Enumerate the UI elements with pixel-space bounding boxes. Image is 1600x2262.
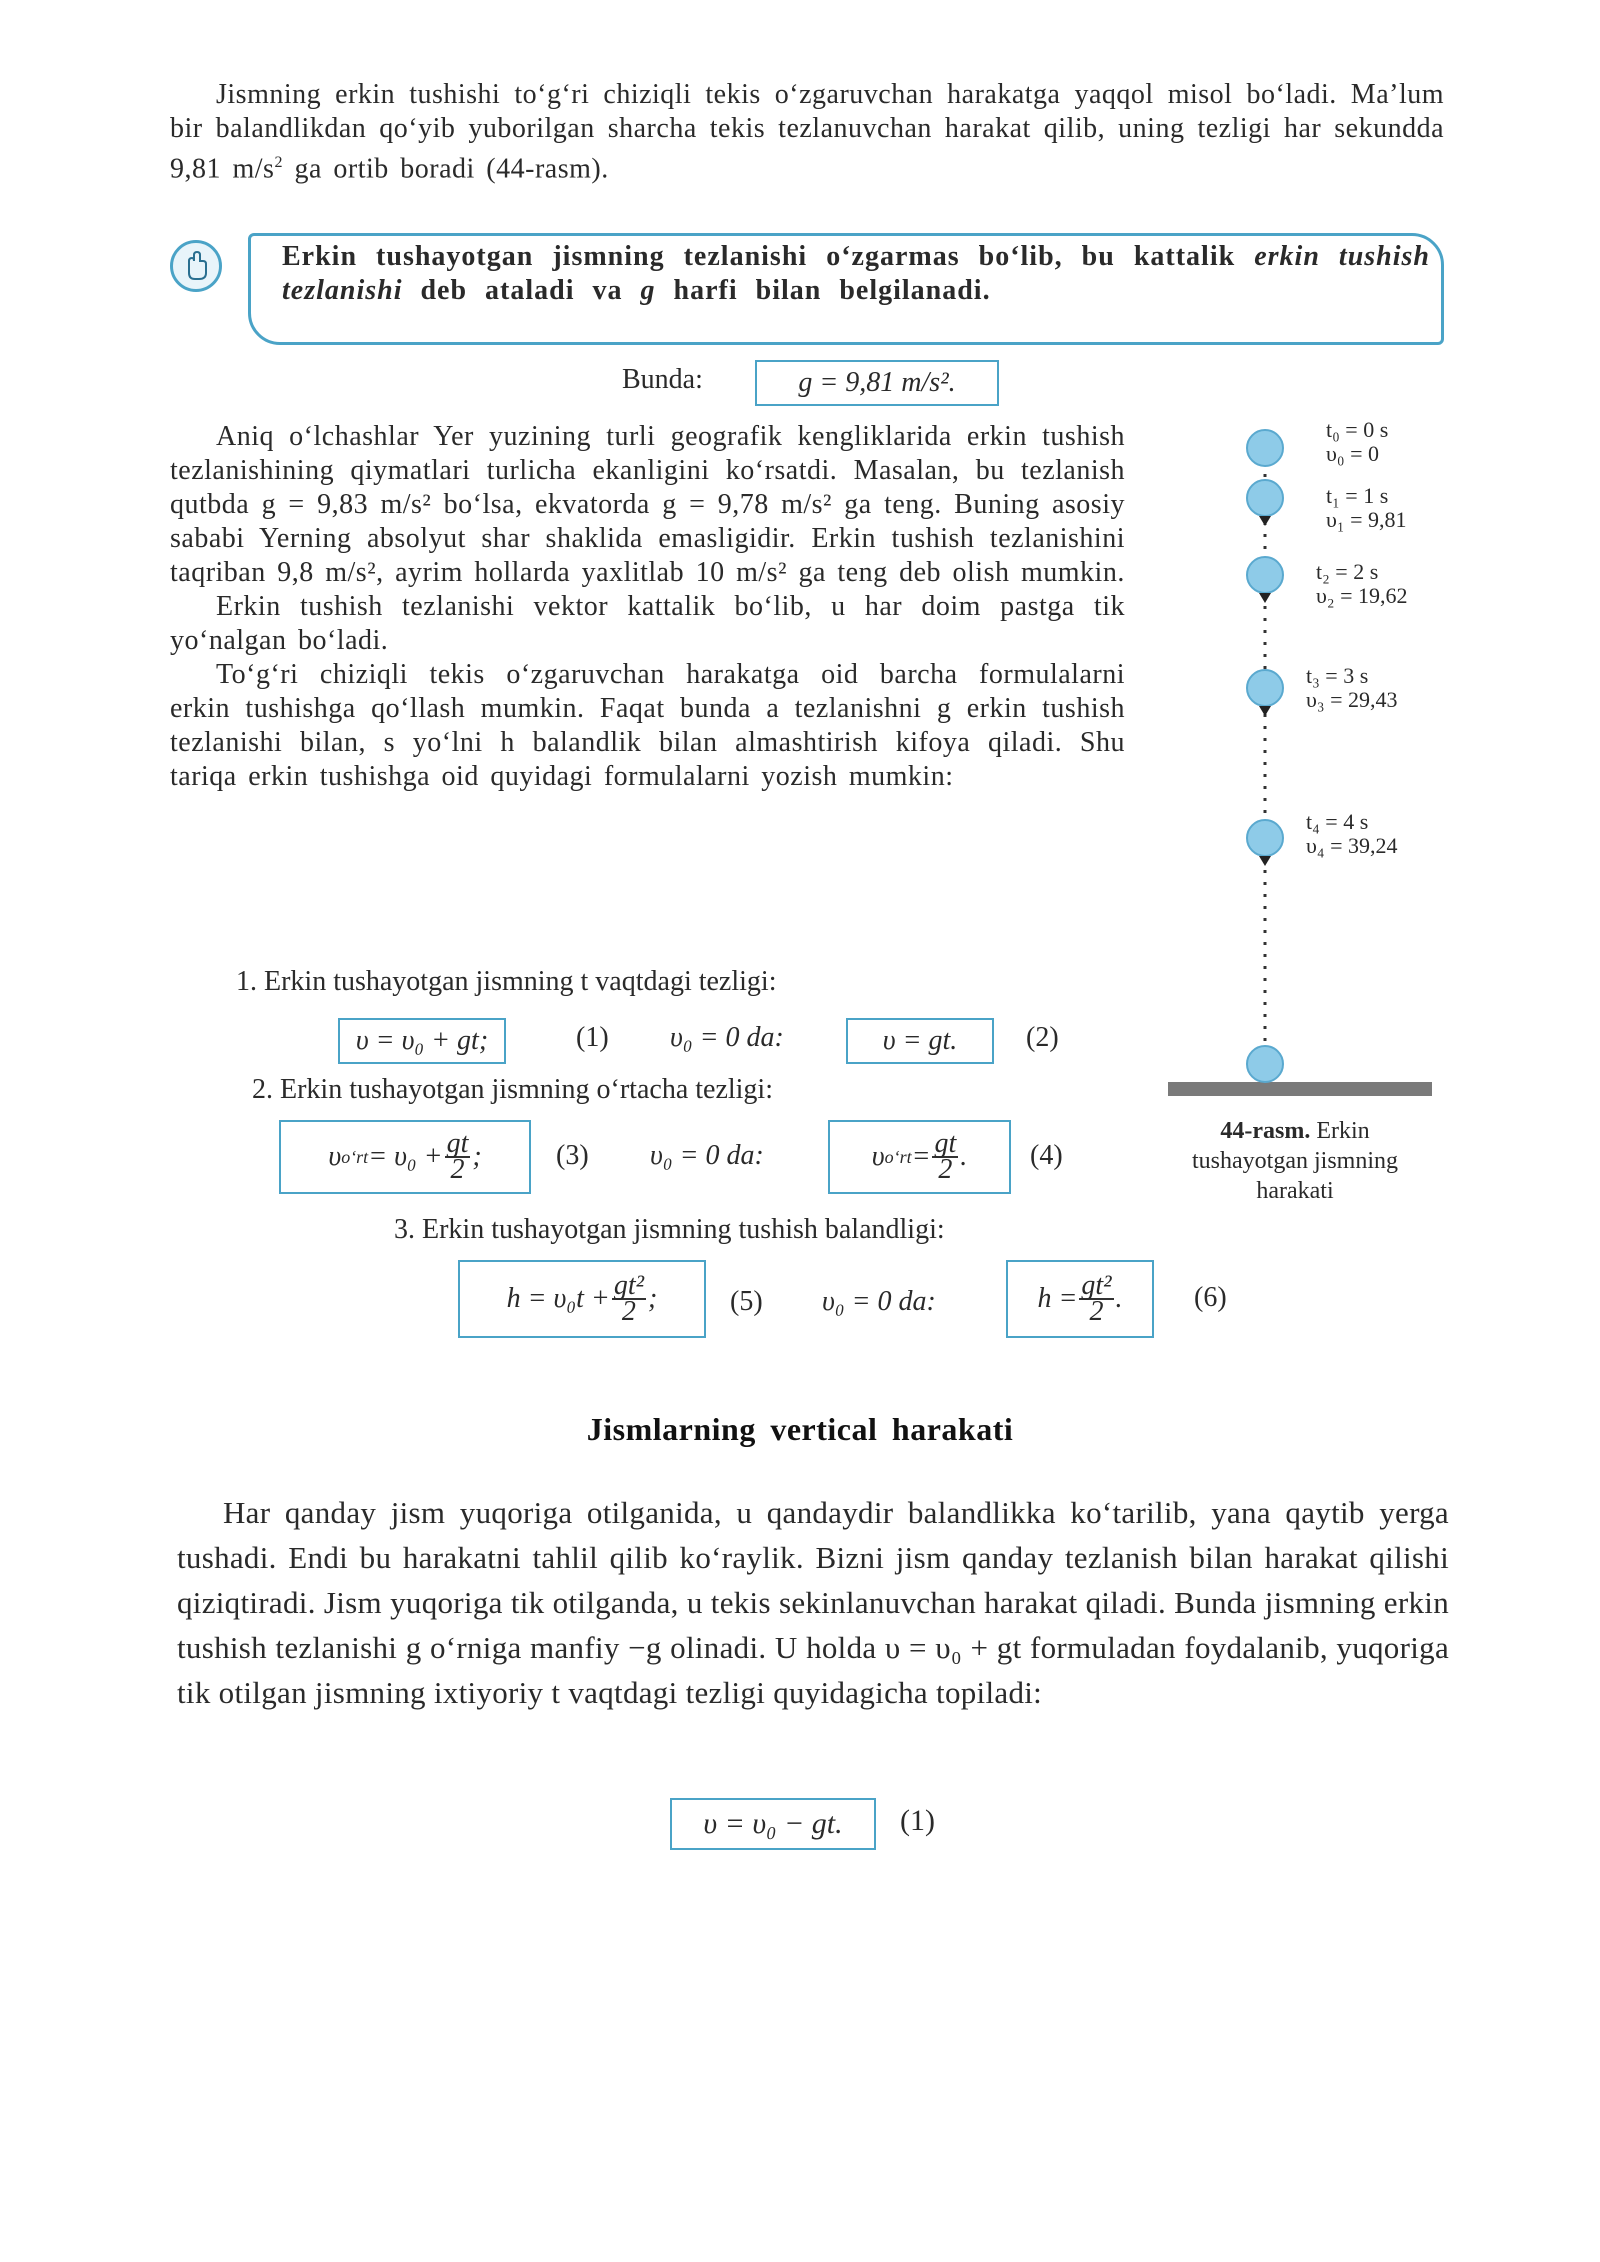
note-part-a: Erkin tushayotgan jismning tezlanishi o‘zgarmas bo‘lib, bu kattalik [282,241,1255,272]
bunda-label: Bunda: [622,364,703,395]
formula-3 [279,1120,531,1194]
formula-4-v: υ [871,1141,885,1172]
formula-4-den: 2 [938,1154,953,1185]
formula-6-number: (6) [1194,1282,1227,1313]
formula-4 [828,1120,1011,1194]
formula-3-fraction [445,1128,471,1185]
formula-5-number: (5) [730,1286,763,1317]
arrow-down-icon [1259,516,1271,526]
fig-label-1 [1326,484,1406,532]
text-column [170,420,1125,794]
fig-label-3-v: υ₃ = 29,43 [1306,687,1398,712]
formula-3-den: 2 [450,1154,465,1185]
note-g: g [640,275,656,306]
fig-label-1-v: υ₁ = 9,81 [1326,507,1407,532]
formula-5-den: 2 [621,1296,636,1327]
pointing-hand-icon [170,240,222,292]
intro-paragraph [170,78,1444,186]
arrow-down-icon [1259,856,1271,866]
formula-5-num: gt² [613,1270,644,1301]
paragraph-measurements: Aniq o‘lchashlar Yer yuzining turli geografik kengliklarida erkin tushish tezlanishining qiymatlari turlicha ekanligini ko‘rsatdi. Masalan, bu tezlanish qutbda g = 9,83 m/s² bo‘lsa, ekvatorda g = 9,78 m/s² ga teng. Buning asosiy sababi Yerning absolyut shar shaklida emasligidir. Erkin tushish tezlanishini taqriban 9,8 m/s², ayrim hollarda yaxlitlab 10 m/s² ga teng deb olish mumkin. [170,421,1125,588]
ball-3 [1247,670,1283,706]
ball-0 [1247,430,1283,466]
note-part-b: deb ataladi va [402,275,641,306]
formula-4-mid: = [911,1141,931,1172]
fig-label-0 [1326,418,1388,466]
fig-label-2-t: t₂ = 2 s [1316,559,1379,584]
formula-6 [1006,1260,1154,1338]
figure-caption-bold: 44-rasm. [1220,1118,1311,1144]
formula-4-number: (4) [1030,1140,1063,1171]
item-1: 1. Erkin tushayotgan jismning t vaqtdagi tezligi: [236,966,777,997]
formula-3-v: υ [328,1141,342,1172]
ground [1168,1082,1432,1096]
formula-4-num: gt [934,1128,957,1159]
formula-3-sub: o‘rt [341,1146,369,1167]
section-paragraph: Har qanday jism yuqoriga otilganida, u qandaydir balandlikka ko‘tarilib, yana qaytib yerga tushadi. Endi bu harakatni tahlil qilib ko‘raylik. Bizni jism qanday tezlanish bilan harakat qilishi qiziqtiradi. Jism yuqoriga tik otilganda, u tekis sekinlanuvchan harakat qiladi. Bunda jismning erkin tushish tezlanishi g o‘rniga manfiy −g olinadi. U holda υ = υ₀ + gt formuladan foydalanib, yuqoriga tik otilgan jismning ixtiyoriy t vaqtdagi tezligi quyidagicha topiladi: [177,1495,1449,1710]
formula-1-condition: υ₀ = 0 da: [670,1022,784,1053]
formula-3-num: gt [446,1128,469,1159]
fig-label-4 [1306,810,1397,858]
formula-6-den: 2 [1089,1296,1104,1327]
formula-5-condition: υ₀ = 0 da: [822,1286,936,1317]
formula-3-condition: υ₀ = 0 da: [650,1140,764,1171]
note-emphasis: erkin tushish tezlanishi [282,241,1430,306]
fig-label-4-t: t₄ = 4 s [1306,809,1369,834]
item-3: 3. Erkin tushayotgan jismning tushish balandligi: [394,1214,945,1245]
formula-5-fraction [612,1270,646,1327]
formula-4-sub: o‘rt [884,1146,912,1167]
vertical-formula-number: (1) [900,1804,935,1837]
vertical-formula: υ = υ₀ − gt. [670,1798,876,1850]
formula-1-number: (1) [576,1022,609,1053]
paragraph-formulas-intro: To‘g‘ri chiziqli tekis o‘zgaruvchan harakatga oid barcha formulalarni erkin tushishga qo‘llash mumkin. Faqat bunda a tezlanishni g erkin tushish tezlanishi bilan, s yo‘lni h balandlik bilan almashtirish kifoya qiladi. Shu tariqa erkin tushishga oid quyidagi formulalarni yozish mumkin: [170,659,1125,792]
fig-label-1-t: t₁ = 1 s [1326,483,1389,508]
formula-6-fraction [1079,1270,1113,1327]
fig-label-0-v: υ₀ = 0 [1326,441,1379,466]
figure-caption-rest: Erkin tushayotgan jismning harakati [1192,1118,1398,1204]
fig-label-3 [1306,664,1397,712]
formula-3-end: ; [472,1141,482,1172]
g-value-box: g = 9,81 m/s². [755,360,999,406]
note-text [282,240,1430,308]
item-2: 2. Erkin tushayotgan jismning o‘rtacha tezligi: [252,1074,773,1105]
ball-1 [1247,480,1283,516]
formula-5-end: ; [648,1283,658,1314]
fig-label-0-t: t₀ = 0 s [1326,417,1389,442]
formula-4-end: . [960,1141,968,1172]
section-body [177,1490,1449,1715]
formula-1: υ = υ₀ + gt; [338,1018,506,1064]
formula-6-num: gt² [1081,1270,1112,1301]
note-part-c: harfi bilan belgilanadi. [655,275,991,306]
intro-text: Jismning erkin tushishi to‘g‘ri chiziqli tekis o‘zgaruvchan harakatga yaqqol misol bo‘ladi. Ma’lum bir balandlikdan qo‘yib yuborilgan sharcha tekis tezlanuvchan harakat qilib, uning tezligi har sekundda 9,81 m/s [170,79,1444,185]
formula-2-number: (2) [1026,1022,1059,1053]
arrow-down-icon [1259,706,1271,716]
ball-2 [1247,557,1283,593]
intro-text-end: ga ortib boradi (44-rasm). [282,153,609,185]
fig-label-3-t: t₃ = 3 s [1306,663,1369,688]
figure-caption [1160,1116,1430,1206]
formula-2: υ = gt. [846,1018,994,1064]
formula-3-mid: = υ₀ + [368,1141,443,1172]
formula-6-end: . [1115,1283,1123,1314]
formula-5 [458,1260,706,1338]
ball-5 [1247,1046,1283,1082]
formula-5-start: h = υ₀t + [506,1283,610,1314]
section-heading: Jismlarning vertical harakati [586,1411,1014,1447]
intro-sup: 2 [274,154,283,171]
fig-label-4-v: υ₄ = 39,24 [1306,833,1398,858]
formula-4-fraction [932,1128,958,1185]
ball-4 [1247,820,1283,856]
fig-label-2 [1316,560,1407,608]
paragraph-vector: Erkin tushish tezlanishi vektor kattalik bo‘lib, u har doim pastga tik yo‘nalgan bo‘ladi. [170,591,1125,656]
formula-6-start: h = [1037,1283,1078,1314]
formula-3-number: (3) [556,1140,589,1171]
arrow-down-icon [1259,593,1271,603]
fig-label-2-v: υ₂ = 19,62 [1316,583,1408,608]
